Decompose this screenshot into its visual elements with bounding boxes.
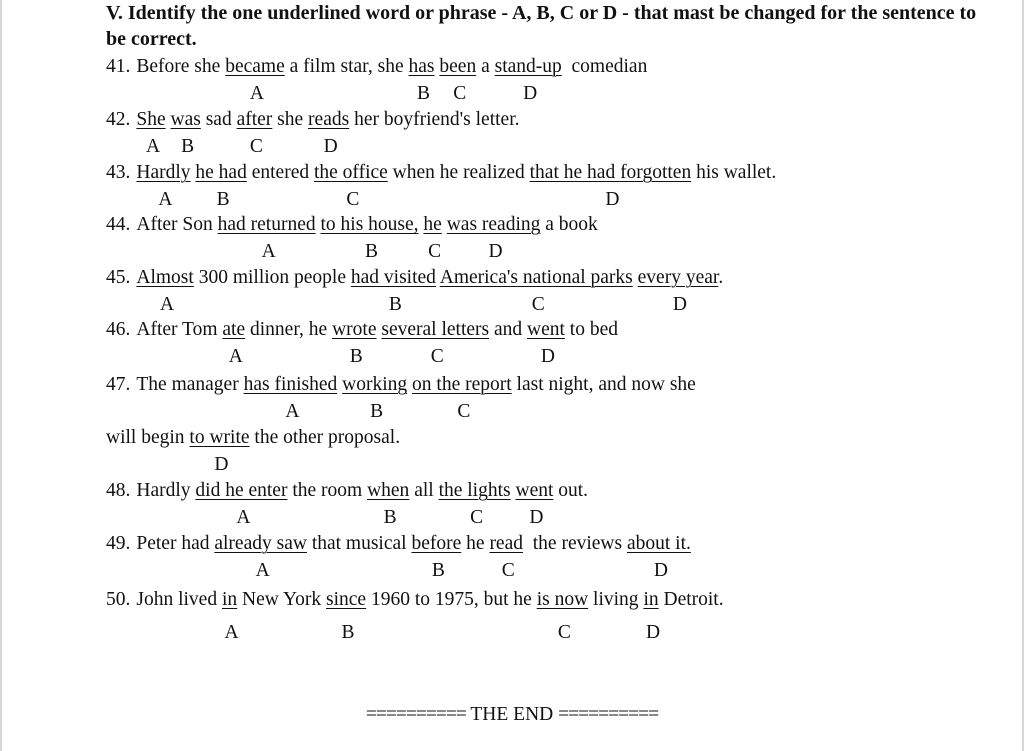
- option-letter-c: C: [501, 560, 515, 581]
- question-text: Hardly: [136, 480, 196, 501]
- question-number: 41.: [106, 56, 131, 77]
- option-letter-d: D: [540, 346, 556, 367]
- option-letter-b: B: [216, 189, 230, 210]
- underlined-option: since: [326, 589, 367, 610]
- question-text: sad: [200, 109, 237, 130]
- question-text: 1960 to 1975, but he: [366, 589, 537, 610]
- question-text: all: [409, 480, 439, 501]
- underlined-option: did he enter: [195, 480, 288, 501]
- question-50: [106, 589, 724, 611]
- underlined-option: is now: [536, 589, 589, 610]
- option-letter-c: C: [430, 346, 444, 367]
- underlined-option: read: [489, 533, 523, 554]
- question-text: After Tom: [136, 319, 223, 340]
- option-letter-c: C: [346, 189, 360, 210]
- option-letter-c: C: [557, 622, 571, 643]
- underlined-option: that he had forgotten: [529, 162, 692, 183]
- option-letter-d: D: [653, 560, 668, 581]
- question-text: out.: [553, 480, 589, 501]
- question-number: 47.: [106, 374, 131, 395]
- underlined-option: after: [236, 109, 273, 130]
- option-letter-a: A: [255, 560, 270, 581]
- underlined-option: was: [170, 109, 201, 130]
- footer-rule-right: ==========: [558, 704, 659, 725]
- underlined-option: went: [515, 480, 554, 501]
- underlined-option: about it.: [626, 533, 691, 554]
- underlined-option: became: [225, 56, 285, 77]
- question-47-continued: [106, 427, 400, 449]
- the-end-footer: [2, 704, 1022, 726]
- option-letter-a: A: [261, 241, 276, 262]
- question-number: 43.: [106, 162, 131, 183]
- option-letter-d: D: [672, 294, 688, 315]
- question-text: will begin: [106, 427, 190, 448]
- question-text: and: [489, 319, 528, 340]
- question-text: when he realized: [387, 162, 530, 183]
- question-text: the other proposal.: [249, 427, 401, 448]
- question-text: .: [718, 267, 724, 288]
- underlined-option: has: [408, 56, 435, 77]
- option-letter-c: C: [457, 401, 471, 422]
- option-letter-b: B: [341, 622, 355, 643]
- question-47: [106, 374, 696, 396]
- option-letter-b: B: [349, 346, 363, 367]
- question-42: [106, 109, 520, 131]
- question-44: [106, 214, 598, 236]
- option-letter-a: A: [228, 346, 243, 367]
- underlined-option: on the report: [412, 374, 512, 395]
- question-text: she: [272, 109, 309, 130]
- option-letter-a: A: [160, 294, 175, 315]
- option-letter-c: C: [453, 83, 467, 104]
- option-letter-b: B: [383, 507, 397, 528]
- underlined-option: Almost: [136, 267, 194, 288]
- option-letter-c: C: [428, 241, 442, 262]
- underlined-option: been: [439, 56, 477, 77]
- underlined-option: several letters: [381, 319, 490, 340]
- option-letter-b: B: [365, 241, 379, 262]
- underlined-option: every year: [637, 267, 719, 288]
- underlined-option: the lights: [438, 480, 511, 501]
- question-46: [106, 319, 618, 341]
- option-letter-b: B: [181, 136, 195, 157]
- underlined-option: in: [643, 589, 659, 610]
- question-text: her boyfriend's letter.: [349, 109, 520, 130]
- underlined-option: had visited: [350, 267, 436, 288]
- option-letter-c: C: [531, 294, 545, 315]
- option-letter-a: A: [249, 83, 264, 104]
- underlined-option: reads: [308, 109, 350, 130]
- question-text: the reviews: [523, 533, 627, 554]
- question-number: 42.: [106, 109, 131, 130]
- underlined-option: has finished: [243, 374, 338, 395]
- question-number: 45.: [106, 267, 131, 288]
- option-letter-b: B: [417, 83, 431, 104]
- question-number: 50.: [106, 589, 131, 610]
- option-letter-d: D: [488, 241, 503, 262]
- underlined-option: to his house,: [320, 214, 419, 235]
- question-text: dinner, he: [245, 319, 333, 340]
- option-letter-c: C: [470, 507, 484, 528]
- underlined-option: when: [367, 480, 410, 501]
- option-letter-d: D: [645, 622, 661, 643]
- question-text: that musical: [306, 533, 412, 554]
- question-text: After Son: [136, 214, 218, 235]
- question-number: 49.: [106, 533, 131, 554]
- underlined-option: had returned: [217, 214, 316, 235]
- question-text: The manager: [136, 374, 244, 395]
- question-number: 44.: [106, 214, 131, 235]
- question-text: living: [588, 589, 644, 610]
- exercise-title: V. Identify the one underlined word or phrase - A, B, C or D - that mast be changed for the sentence to be correct.: [106, 2, 977, 50]
- underlined-option: before: [411, 533, 462, 554]
- underlined-option: he: [423, 214, 442, 235]
- option-letter-d: D: [605, 189, 620, 210]
- option-letter-d: D: [214, 454, 229, 475]
- option-letter-b: B: [388, 294, 402, 315]
- question-number: 46.: [106, 319, 131, 340]
- question-text: a film star, she: [284, 56, 409, 77]
- underlined-option: stand-up: [494, 56, 562, 77]
- footer-text: THE END: [470, 704, 554, 725]
- question-text: a: [476, 56, 495, 77]
- option-letter-a: A: [285, 401, 300, 422]
- question-48: [106, 480, 588, 502]
- underlined-option: he had: [195, 162, 247, 183]
- question-text: the room: [287, 480, 368, 501]
- underlined-option: in: [221, 589, 238, 610]
- question-text: he: [461, 533, 490, 554]
- question-45: [106, 267, 723, 289]
- question-text: a book: [540, 214, 598, 235]
- underlined-option: She: [136, 109, 166, 130]
- question-text: 300 million people: [193, 267, 351, 288]
- option-letter-a: A: [224, 622, 239, 643]
- option-letter-a: A: [158, 189, 173, 210]
- option-letter-d: D: [523, 83, 538, 104]
- option-letter-c: C: [249, 136, 263, 157]
- question-text: to bed: [564, 319, 618, 340]
- underlined-option: the office: [313, 162, 388, 183]
- question-text: Peter had: [136, 533, 215, 554]
- question-text: his wallet.: [691, 162, 777, 183]
- option-letter-b: B: [370, 401, 384, 422]
- option-letter-a: A: [145, 136, 161, 157]
- question-text: Before she: [136, 56, 226, 77]
- option-letter-b: B: [431, 560, 445, 581]
- question-text: New York: [237, 589, 326, 610]
- question-49: [106, 533, 691, 555]
- question-text: last night, and now she: [511, 374, 696, 395]
- underlined-option: ate: [222, 319, 246, 340]
- question-text: entered: [246, 162, 314, 183]
- footer-rule-left: ==========: [365, 704, 466, 725]
- question-43: [106, 162, 776, 184]
- underlined-option: working: [342, 374, 408, 395]
- question-text: comedian: [561, 56, 648, 77]
- question-number: 48.: [106, 480, 131, 501]
- underlined-option: Hardly: [136, 162, 191, 183]
- underlined-option: America's national parks: [439, 267, 633, 288]
- option-letter-a: A: [236, 507, 251, 528]
- question-41: [106, 56, 647, 78]
- underlined-option: was reading: [446, 214, 541, 235]
- underlined-option: already saw: [214, 533, 307, 554]
- underlined-option: wrote: [332, 319, 377, 340]
- option-letter-d: D: [529, 507, 544, 528]
- underlined-option: went: [527, 319, 565, 340]
- question-text: John lived: [136, 589, 222, 610]
- underlined-option: to write: [189, 427, 250, 448]
- option-letter-d: D: [323, 136, 338, 157]
- question-text: Detroit.: [658, 589, 724, 610]
